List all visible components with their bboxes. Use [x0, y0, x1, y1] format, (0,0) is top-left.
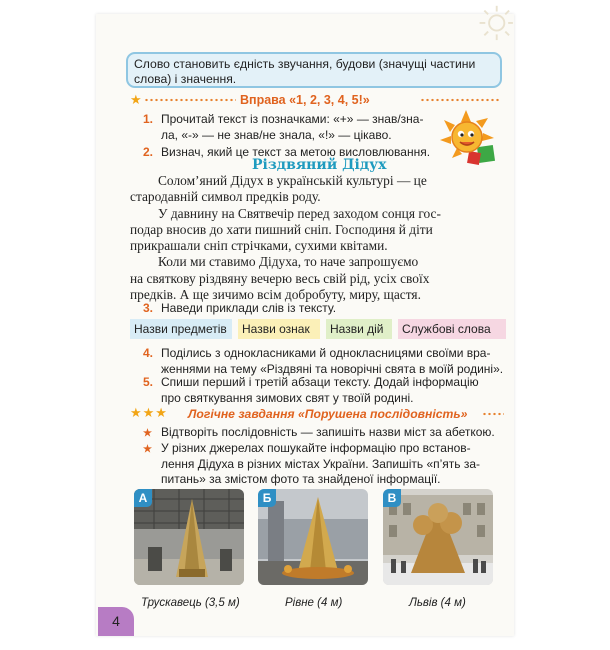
definition-line: Слово становить єдність звучання, будови (значущі частини — [134, 57, 476, 71]
task-text: Поділись з однокласниками й однокласницями своїми вра- — [161, 346, 491, 360]
photo-label: А — [134, 489, 152, 507]
bullet-text: лення Дідуха в різних містах України. Запишіть «п’ять за- — [161, 456, 481, 471]
story-line: Коли ми ставимо Дідуха, то наче запрошуємо — [158, 254, 419, 270]
photo-label: В — [383, 489, 401, 507]
story-line: предків. А ще зичимо всім добробуту, миру, щастя. — [130, 287, 421, 303]
task-text: Визнач, який це текст за метою висловлювання. — [161, 145, 431, 159]
story-line: У давнину на Святвечір перед заходом сонця гос- — [158, 205, 441, 221]
dotted-divider — [420, 98, 500, 102]
story-line: стародавній символ предків роду. — [130, 189, 321, 205]
tag-function-words: Службові слова — [398, 319, 506, 339]
dotted-divider — [144, 98, 236, 102]
story-line: на святкову різдвяну вечерю весь свій рід, усіх своїх — [130, 270, 430, 286]
logic-task-title: Логічне завдання «Порушена послідовність» — [188, 407, 468, 421]
bullet-text: У різних джерелах пошукайте інформацію про встанов- — [161, 441, 471, 455]
star-rating-icon: ★★★ — [130, 405, 168, 420]
bullet-star-icon: ★ — [143, 444, 152, 455]
exercise-header — [130, 93, 502, 109]
task-text: ла, «-» — не знав/не знала, «!» — цікаво. — [161, 127, 392, 142]
story-line: Солом’яний Дідух в українській культурі — це — [158, 173, 427, 188]
story-text — [130, 173, 500, 303]
photo-rivne — [258, 489, 368, 585]
bullet-star-icon: ★ — [143, 428, 152, 439]
definition-box — [126, 52, 502, 88]
task-number: 2. — [143, 145, 154, 159]
tag-nouns: Назви предметів — [130, 319, 232, 339]
task-text: Спиши перший і третій абзаци тексту. Додай інформацію — [161, 375, 479, 389]
page-number: 4 — [98, 607, 134, 636]
task-text: Прочитай текст із позначками: «+» — знав/зна- — [161, 112, 424, 126]
story-line: прикрашали сніп стрічками, сухими квітами. — [130, 238, 388, 254]
photo-lviv — [383, 489, 493, 585]
task-text: Наведи приклади слів із тексту. — [161, 301, 337, 315]
photo-label: Б — [258, 489, 276, 507]
story-title: Різдвяний Дідух — [252, 157, 387, 173]
photo-caption: Рівне (4 м) — [285, 597, 343, 609]
logic-task-header — [130, 407, 502, 423]
sun-ornament-icon — [468, 2, 514, 42]
photo-caption: Трускавець (3,5 м) — [141, 597, 240, 609]
task-number: 1. — [143, 112, 154, 126]
task-text: женнями на тему «Різдвяні та новорічні свята в моїй родині». — [161, 361, 504, 376]
tag-verbs: Назви дій — [326, 319, 392, 339]
photo-truskavets — [134, 489, 244, 585]
sun-mascot-icon — [438, 108, 498, 166]
bullet-text: Відтворіть послідовність — запишіть назви міст за абеткою. — [161, 425, 495, 439]
exercise-title: Вправа «1, 2, 3, 4, 5!» — [240, 93, 370, 107]
task-text: про святкування зимових свят у твоїй родині. — [161, 390, 414, 405]
dotted-divider — [482, 412, 504, 416]
task-number: 4. — [143, 346, 154, 360]
definition-line: слова) і значення. — [134, 72, 237, 86]
bullet-text: питань» за змістом фото та знайденої інформації. — [161, 472, 441, 486]
task-number: 5. — [143, 375, 154, 389]
tag-adjectives: Назви ознак — [238, 319, 320, 339]
story-line: подар вносив до хати пишний сніп. Господиня й діти — [130, 221, 433, 237]
star-icon: ★ — [130, 92, 142, 107]
task-number: 3. — [143, 301, 154, 315]
photo-caption: Львів (4 м) — [409, 597, 466, 609]
